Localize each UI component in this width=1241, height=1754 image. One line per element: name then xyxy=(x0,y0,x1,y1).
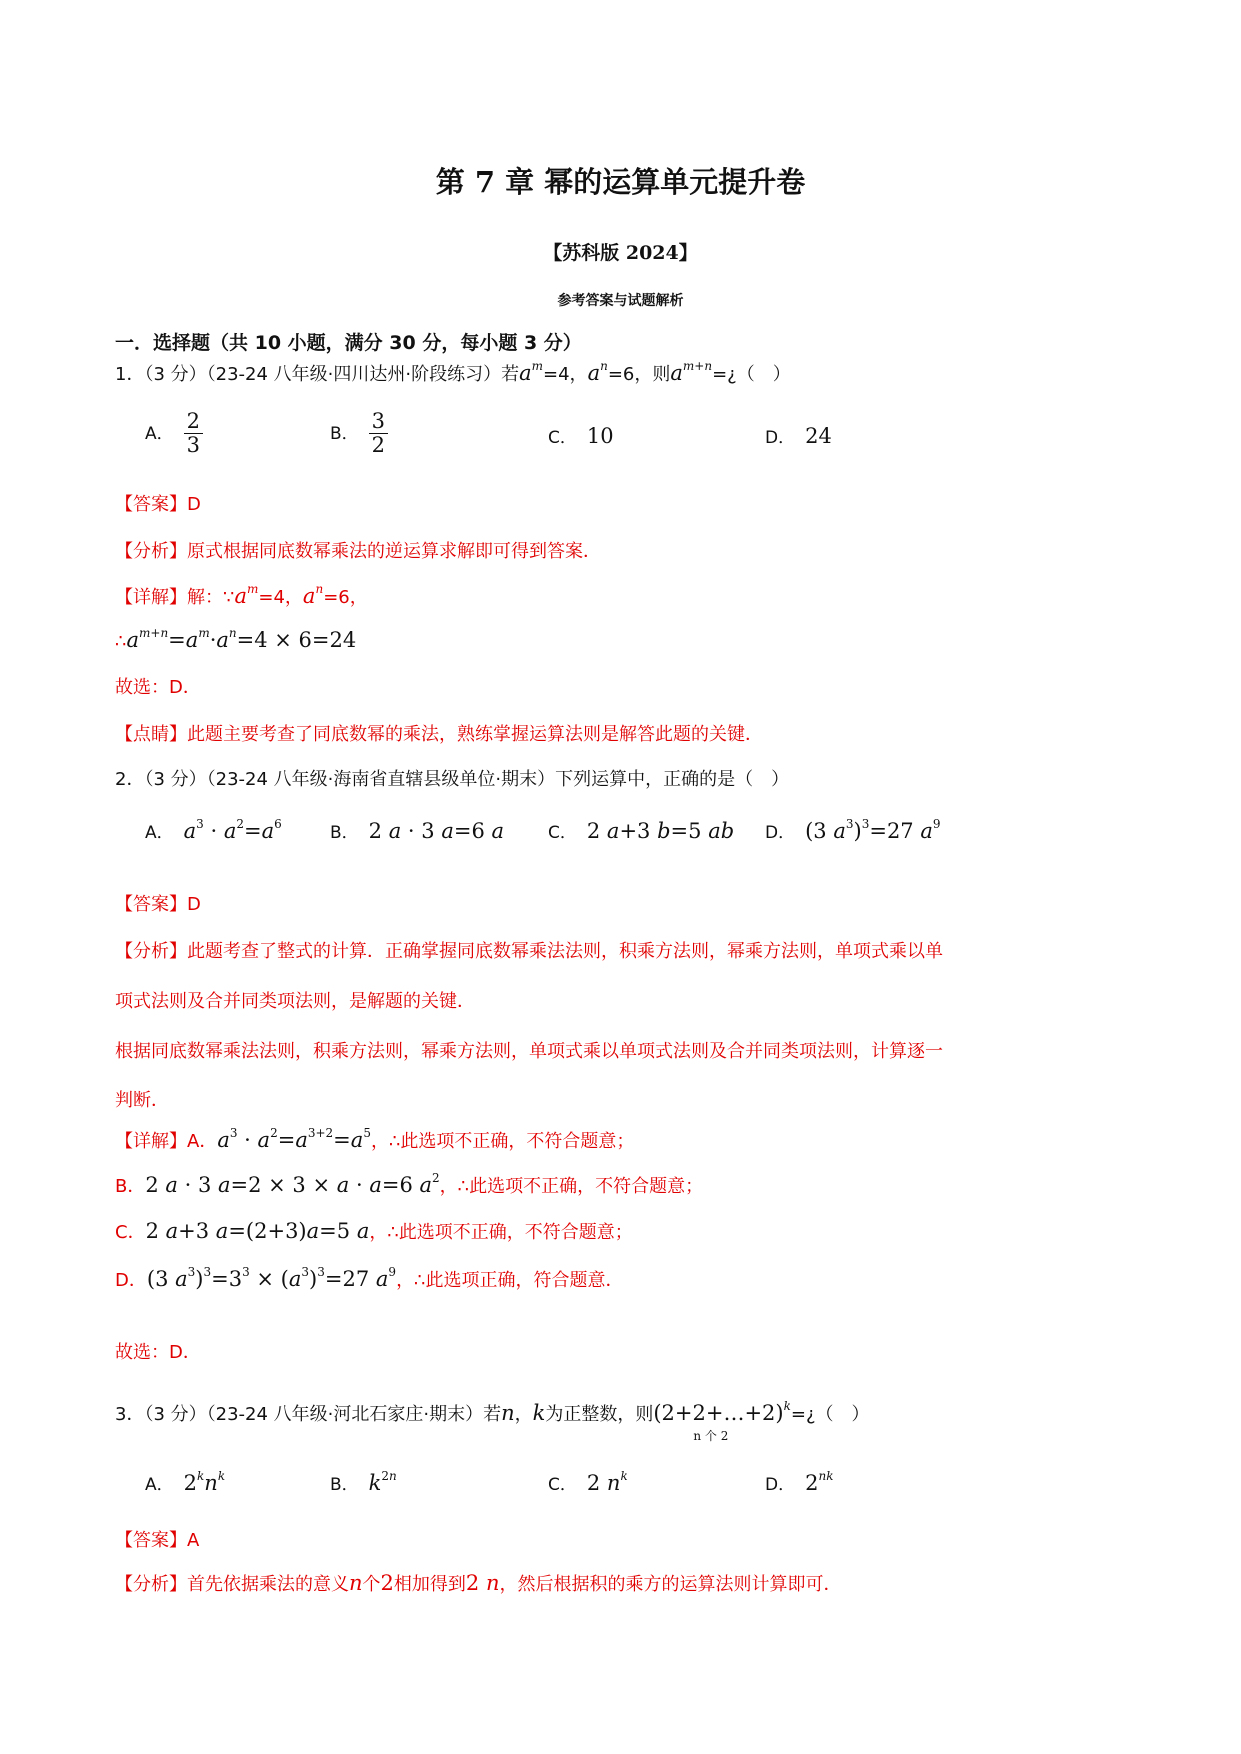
question-2-answer: 【答案】D xyxy=(115,894,201,915)
question-2-analysis-line-2: 项式法则及合并同类项法则，是解题的关键． xyxy=(115,991,475,1012)
question-2-option-a: A． $a^3 \cdot a^2=a^6$ xyxy=(145,817,282,843)
question-2-detail-b: B．2 a · 3 a=2 × 3 × a · a=6 $a^2$，∴此选项不正确，不符合题意； xyxy=(115,1171,704,1197)
question-3-answer: 【答案】A xyxy=(115,1530,200,1551)
question-1-stem: 1．（3 分）（23-24 八年级·四川达州·阶段练习）若$a^m=4$，$a^n=6$，则$a^{m+n}=¿$（ ） xyxy=(115,359,791,385)
question-3-option-a: A． $2^kn^k$ xyxy=(145,1469,226,1495)
question-2-choice: 故选：D． xyxy=(115,1342,201,1363)
question-3-option-b: B． $k^{2n}$ xyxy=(330,1469,397,1495)
question-2-detail-c: C．2 a+3 a=(2+3)a=5 a，∴此选项不正确，不符合题意； xyxy=(115,1219,633,1243)
question-1-option-d: D． 24 xyxy=(765,424,832,448)
question-3-analysis: 【分析】首先依据乘法的意义n个2相加得到2 n，然后根据积的乘方的运算法则计算即可． xyxy=(115,1571,842,1595)
question-2-option-d: D． (3 $a^3)^3=27$ $a^9$ xyxy=(765,817,941,843)
answer-key-subtitle: 参考答案与试题解析 xyxy=(557,293,684,309)
question-1-analysis: 【分析】原式根据同底数幂乘法的逆运算求解即可得到答案． xyxy=(115,541,601,562)
question-1-calculation: $\therefore a^{m+n}=a^m\cdot a^n=4 \times 6=24$ xyxy=(115,626,357,652)
question-2-option-c: C． 2 a+3 b=5 ab xyxy=(548,819,735,843)
section-heading: 一．选择题（共 10 小题，满分 30 分，每小题 3 分） xyxy=(115,332,582,354)
question-1-choice: 故选：D． xyxy=(115,677,201,698)
edition-label: 【苏科版 2024】 xyxy=(543,242,698,264)
question-2-detail-a: 【详解】A．$a^3 \cdot a^2=a^{3+2}=a^5$，∴此选项不正确，不符合题意； xyxy=(115,1126,635,1152)
question-2-analysis-line-1: 【分析】此题考查了整式的计算．正确掌握同底数幂乘法法则，积乘方法则，幂乘方法则，单项式乘以单 xyxy=(115,941,943,962)
question-1-detail: 【详解】解：$\because a^m=4$，$a^n=6$， xyxy=(115,582,368,608)
question-2-option-b: B． 2 a · 3 a=6 a xyxy=(330,819,505,843)
question-3-option-c: C． 2 $n^k$ xyxy=(548,1469,628,1495)
page-title: 第 7 章 幂的运算单元提升卷 xyxy=(435,165,806,199)
question-2-analysis-line-4: 判断． xyxy=(115,1090,169,1111)
question-1-option-c: C． 10 xyxy=(548,424,614,448)
question-1-answer: 【答案】D xyxy=(115,494,201,515)
question-3-stem: 3．（3 分）（23-24 八年级·河北石家庄·期末）若n，k为正整数，则(2+2+…+2)$^k$ n 个 2 =¿（ ） xyxy=(115,1399,870,1443)
question-2-stem: 2．（3 分）（23-24 八年级·海南省直辖县级单位·期末）下列运算中，正确的是（ ） xyxy=(115,769,790,790)
n-twos-note: n 个 2 xyxy=(693,1429,729,1443)
question-2-detail-d: D．(3 $a^3)^3=3^3 \times (a^3)^3=27$ $a^9$，∴此选项正确，符合题意． xyxy=(115,1265,624,1291)
question-1-option-b: B． $\frac{3}{2}$ xyxy=(330,410,388,457)
question-2-analysis-line-3: 根据同底数幂乘法法则，积乘方法则，幂乘方法则，单项式乘以单项式法则及合并同类项法则，计算逐一 xyxy=(115,1041,943,1062)
question-3-option-d: D． $2^{nk}$ xyxy=(765,1469,834,1495)
question-1-option-a: A． $\frac{2}{3}$ xyxy=(145,410,203,457)
question-1-comment: 【点睛】此题主要考查了同底数幂的乘法，熟练掌握运算法则是解答此题的关键． xyxy=(115,724,763,745)
